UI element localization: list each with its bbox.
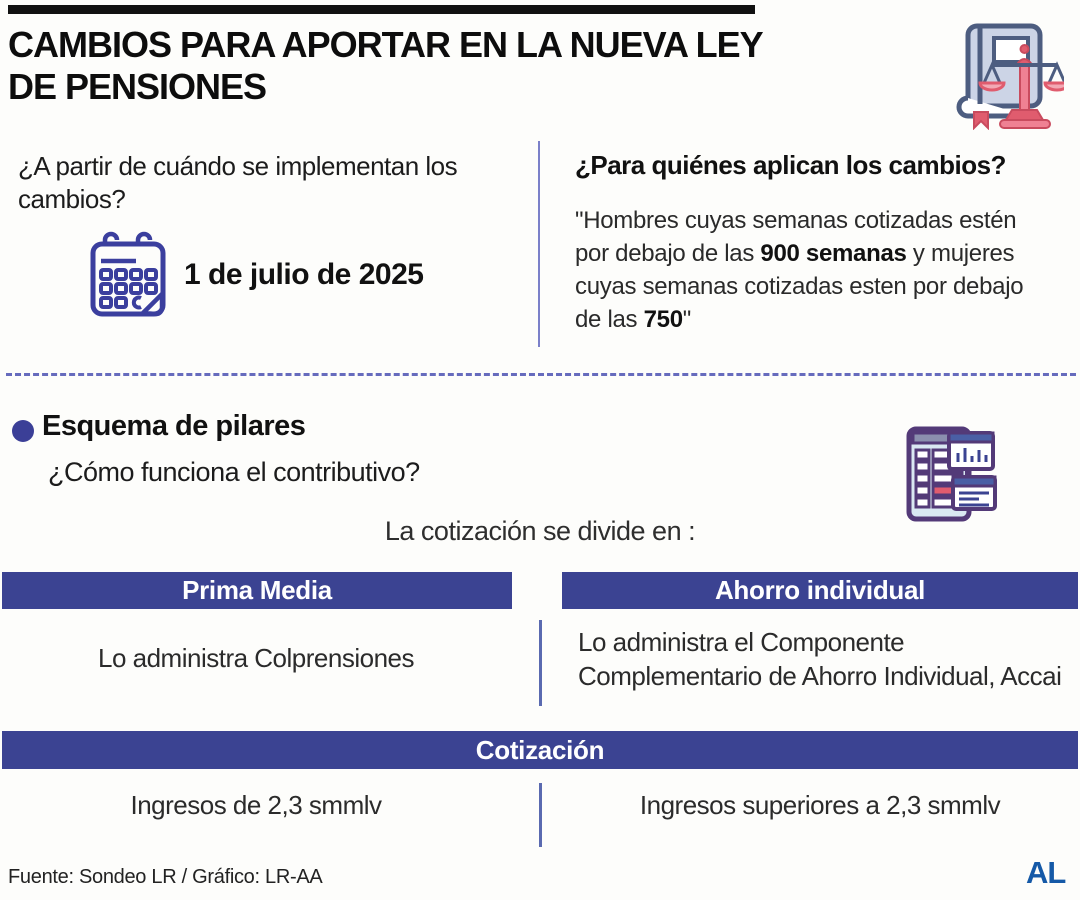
law-book-scales-icon bbox=[942, 18, 1064, 135]
dashed-separator bbox=[6, 373, 1076, 376]
vertical-divider-bottom bbox=[539, 783, 542, 847]
admin-cell-ahorro-individual: Lo administra el Componente Complementario de Ahorro Individual, Accai bbox=[578, 627, 1062, 691]
admin-cell-prima-media: Lo administra Colprensiones bbox=[97, 643, 414, 673]
vertical-divider-top bbox=[538, 141, 540, 347]
bullet-dot bbox=[12, 420, 34, 442]
al-logo: AL bbox=[1026, 855, 1066, 890]
income-cell-prima-media: Ingresos de 2,3 smmlv bbox=[130, 790, 382, 820]
implementation-date: 1 de julio de 2025 bbox=[184, 258, 424, 291]
question-who: ¿Para quiénes aplican los cambios? bbox=[575, 150, 1006, 180]
section-title: Esquema de pilares bbox=[42, 410, 306, 442]
top-rule bbox=[8, 5, 755, 14]
quote-suffix: " bbox=[682, 306, 692, 334]
vertical-divider-middle bbox=[539, 620, 542, 706]
calendar-icon bbox=[88, 230, 168, 327]
row-header-cotizacion: Cotización bbox=[2, 731, 1078, 769]
source-credit: Fuente: Sondeo LR / Gráfico: LR-AA bbox=[8, 866, 323, 888]
page-title: CAMBIOS PARA APORTAR EN LA NUEVA LEY DE PENSIONES bbox=[8, 24, 763, 108]
cotizacion-intro: La cotización se divide en : bbox=[384, 516, 696, 546]
quote-bold-900: 900 semanas bbox=[760, 240, 907, 268]
question-when: ¿A partir de cuándo se implementan los cambios? bbox=[18, 151, 458, 214]
section-subtitle: ¿Cómo funciona el contributivo? bbox=[48, 457, 420, 487]
column-header-ahorro-individual: Ahorro individual bbox=[562, 572, 1078, 609]
quote-bold-750: 750 bbox=[643, 306, 683, 334]
column-header-prima-media: Prima Media bbox=[2, 572, 512, 609]
quote-prefix: "Hombres cuyas semanas cotizadas estén por debajo de las bbox=[575, 207, 1017, 268]
who-applies-quote bbox=[575, 204, 1053, 336]
quote-middle: y mujeres cuyas semanas cotizadas esten por debajo de las bbox=[575, 240, 1024, 334]
report-tables-icon bbox=[901, 415, 997, 530]
income-cell-ahorro-individual: Ingresos superiores a 2,3 smmlv bbox=[639, 790, 1001, 820]
